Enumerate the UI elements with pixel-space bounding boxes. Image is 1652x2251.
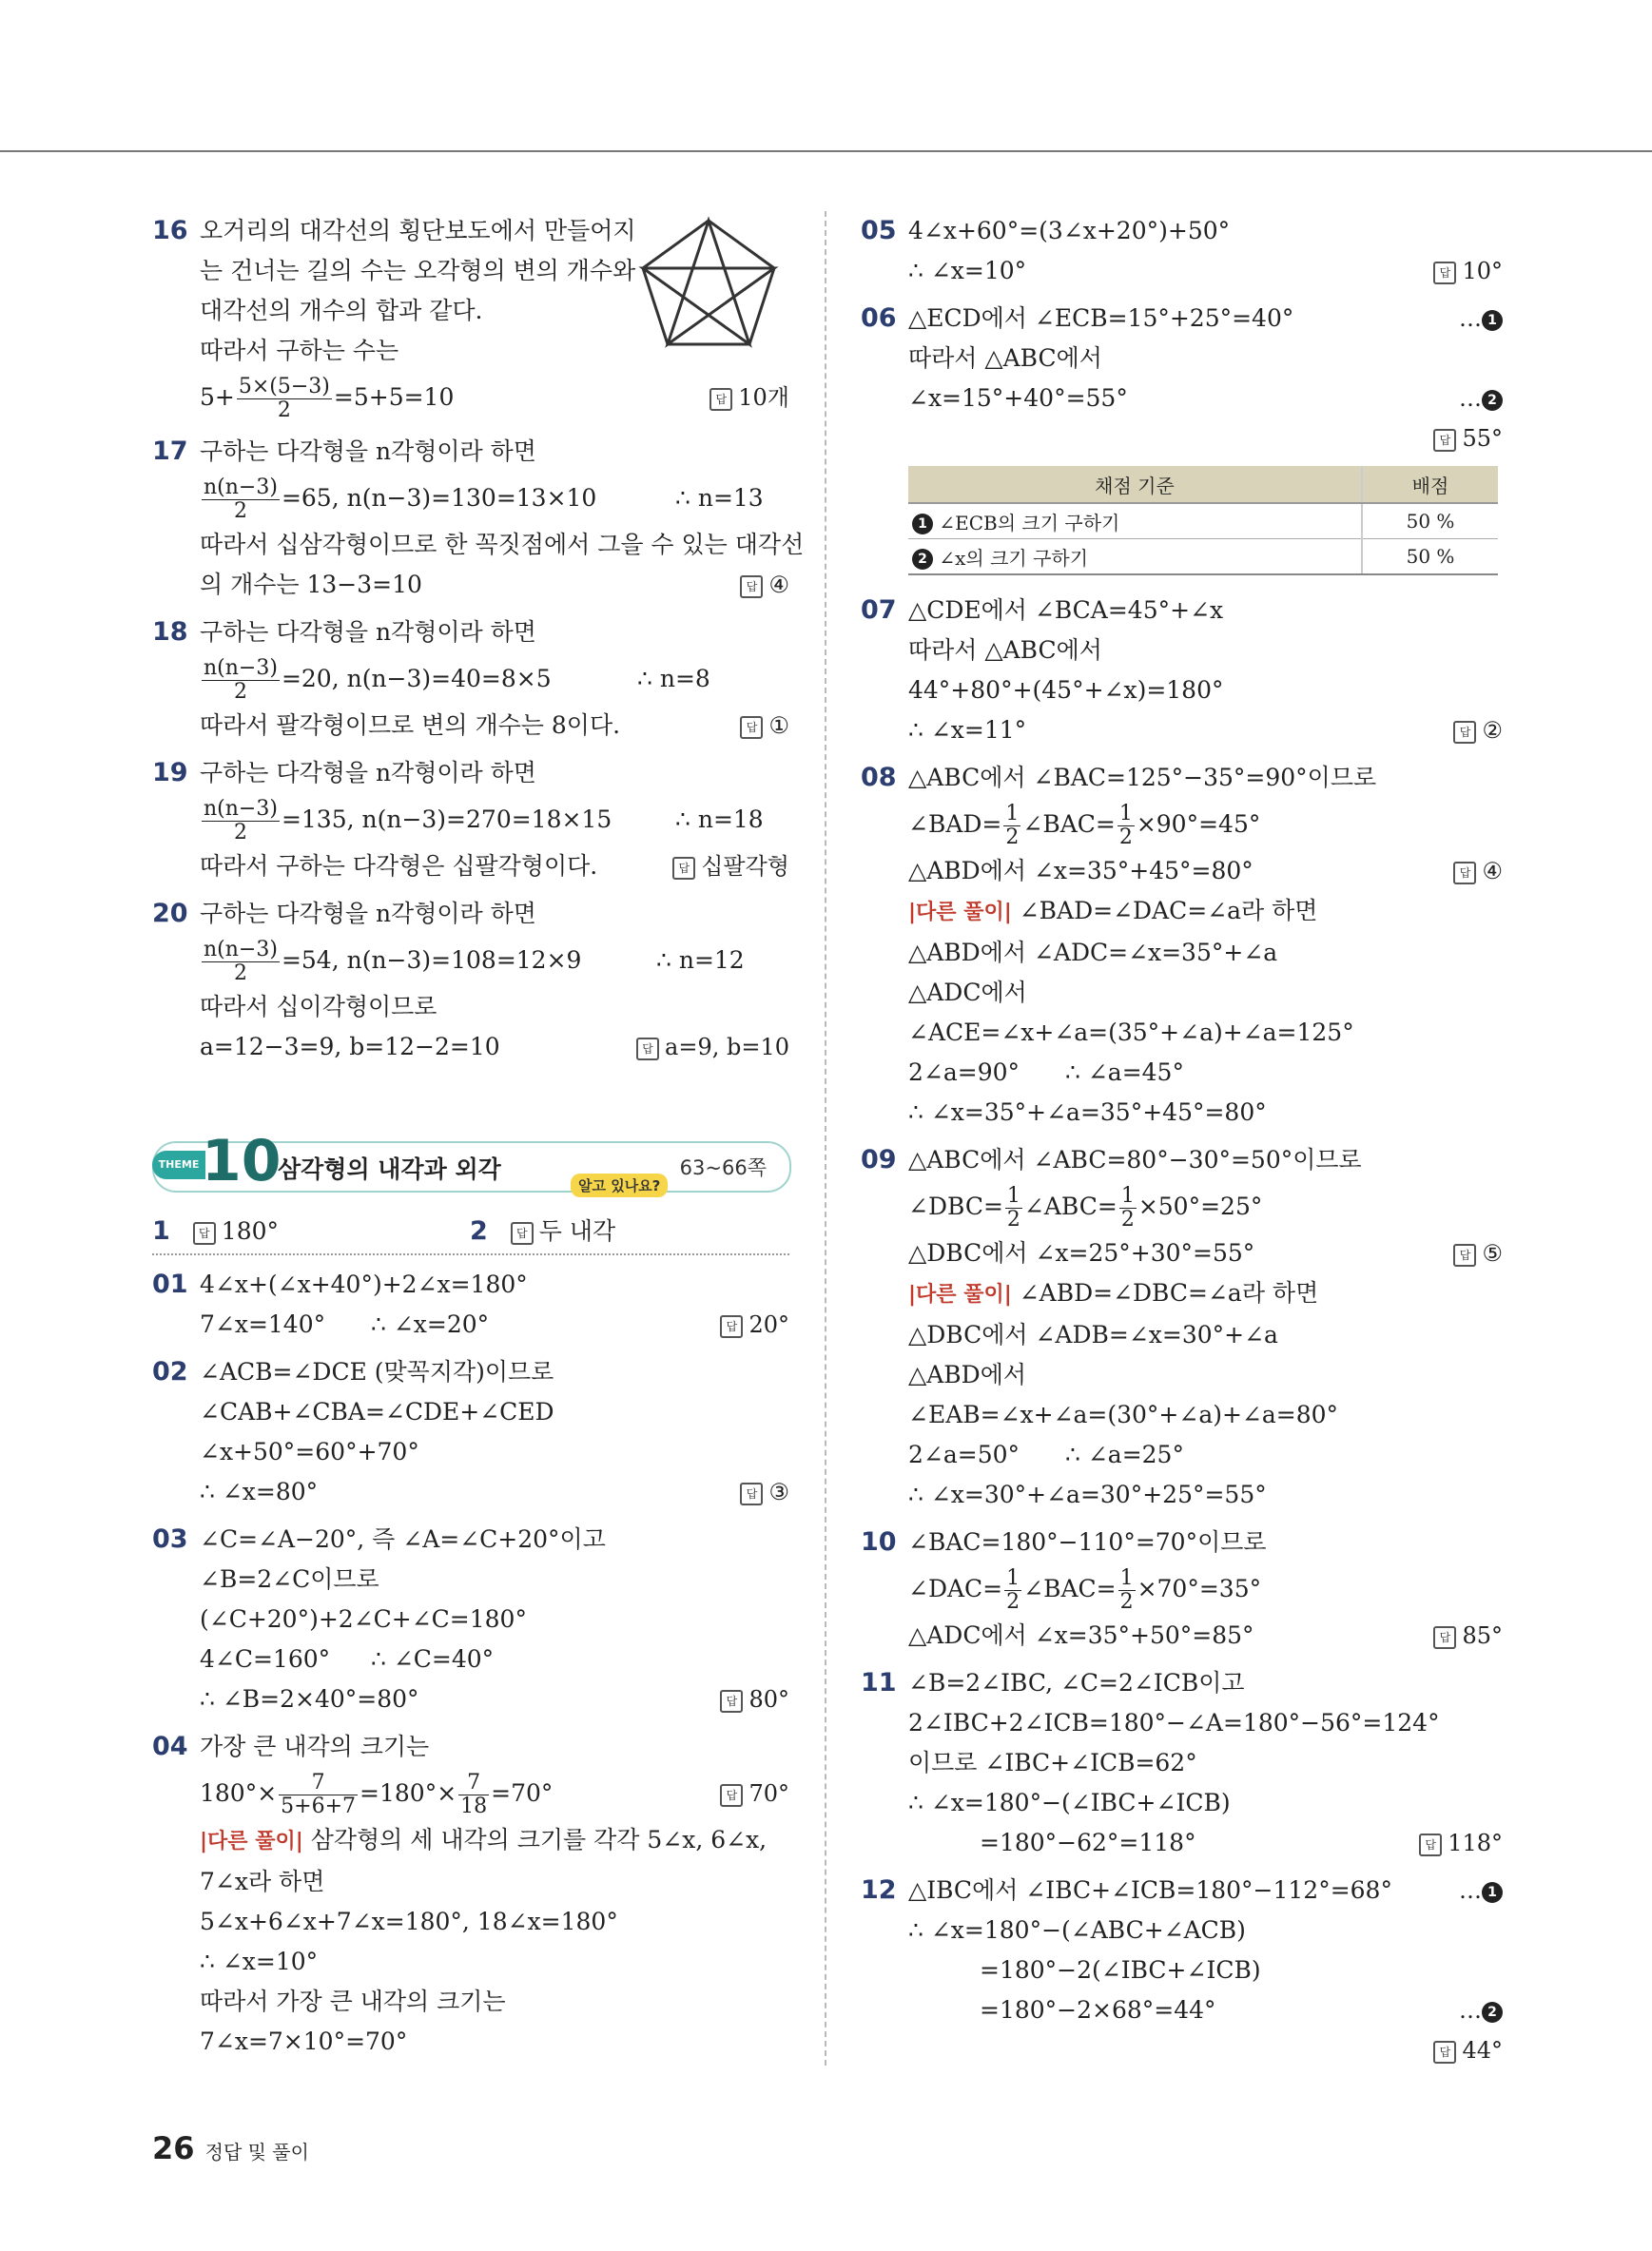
fraction [202, 476, 280, 523]
ellipsis: … [1459, 305, 1482, 332]
problem-08 [861, 758, 1503, 1133]
answer-text: 십팔각형 [701, 853, 789, 880]
numerator: 7 [279, 1772, 358, 1795]
problem-18 [152, 612, 789, 746]
fraction [1118, 803, 1135, 849]
problem-11 [861, 1663, 1503, 1863]
problem-number: 04 [152, 1732, 188, 1761]
text-line: 따라서 △ABC에서 [908, 344, 1102, 372]
conclusion-text: ∴ ∠C=40° [371, 1645, 495, 1673]
answer-icon: 답 [740, 575, 763, 598]
answer-text: 70° [748, 1780, 789, 1807]
answer [720, 1679, 789, 1719]
right-column [861, 211, 1503, 2078]
answer-icon: 답 [1433, 2041, 1456, 2064]
problem-07 [861, 591, 1503, 750]
text-line: 따라서 △ABC에서 [908, 636, 1102, 664]
formula-line [200, 472, 789, 525]
problem-number: 16 [152, 216, 188, 245]
text-line: ∴ ∠x=30°+∠a=30°+25°=55° [908, 1481, 1267, 1508]
text-line: ∠ACE=∠x+∠a=(35°+∠a)+∠a=125° [908, 1019, 1354, 1046]
formula-text: ∠BAC= [1022, 810, 1116, 838]
quick-answers [152, 1212, 789, 1255]
text-line: ∴ ∠x=35°+∠a=35°+45°=80° [908, 1098, 1267, 1126]
answer-icon: 답 [709, 388, 732, 411]
text-line: △ABD에서 ∠x=35°+45°=80° [908, 857, 1254, 884]
text-line: 구하는 다각형을 n각형이라 하면 [200, 618, 536, 646]
answer-icon: 답 [1433, 1626, 1456, 1649]
problem-number: 08 [861, 763, 897, 792]
text-line: 오거리의 대각선의 횡단보도에서 만들어지 [200, 217, 636, 244]
fraction [279, 1772, 358, 1818]
quick-answer-2 [470, 1212, 615, 1252]
formula-line [200, 371, 789, 424]
problem-09 [861, 1140, 1503, 1515]
text-line: △IBC에서 ∠IBC+∠ICB=180°−112°=68° [908, 1876, 1392, 1904]
numerator: 1 [1005, 802, 1020, 825]
answer-icon: 답 [1433, 429, 1456, 452]
answer-icon: 답 [1453, 721, 1476, 744]
text-line: ∴ ∠x=10° [200, 1948, 319, 1975]
text-line: ∴ ∠x=80° [200, 1478, 319, 1505]
formula-text: =20, n(n−3)=40=8×5 [281, 665, 552, 692]
text-line: 구하는 다각형을 n각형이라 하면 [200, 900, 536, 927]
formula-text: 180°× [200, 1779, 278, 1807]
answer-text: 10° [1462, 258, 1503, 284]
step-number-icon: 1 [912, 514, 933, 534]
answer [1433, 251, 1503, 291]
denominator: 2 [1120, 1208, 1135, 1232]
step-number-icon: 2 [1482, 2002, 1503, 2023]
problem-12 [861, 1871, 1503, 2070]
problem-19 [152, 753, 789, 886]
numerator: n(n−3) [204, 797, 278, 821]
text-line: 7∠x=7×10°=70° [200, 2028, 408, 2055]
problem-04 [152, 1727, 789, 2062]
answer-icon: 답 [740, 716, 763, 739]
problem-number: 20 [152, 899, 188, 928]
text-line: △DBC에서 ∠ADB=∠x=30°+∠a [908, 1321, 1278, 1349]
text-line: 이므로 ∠IBC+∠ICB=62° [908, 1749, 1197, 1776]
formula-text: ×50°=25° [1137, 1193, 1263, 1220]
answer [720, 1305, 789, 1345]
fraction [1003, 803, 1020, 849]
fraction [202, 939, 280, 985]
formula-line [908, 1180, 1503, 1233]
formula-line [200, 1767, 789, 1820]
answer [1433, 1616, 1503, 1656]
text-line: ∠ACB=∠DCE (맞꼭지각)이므로 [200, 1358, 554, 1386]
text-line: 4∠C=160° [200, 1645, 331, 1673]
text-line: 2∠a=50° [908, 1441, 1020, 1468]
denominator: 2 [233, 680, 247, 704]
answer [740, 1472, 789, 1512]
text-line: 는 건너는 길의 수는 오각형의 변의 개수와 [200, 257, 636, 284]
fraction [458, 1772, 489, 1818]
text-line: 따라서 구하는 수는 [200, 337, 399, 364]
formula-text: =5+5=10 [333, 383, 455, 411]
text-line: ∠EAB=∠x+∠a=(30°+∠a)+∠a=80° [908, 1401, 1339, 1428]
text-line: 의 개수는 13−3=10 [200, 571, 422, 598]
formula-text: =180°× [360, 1779, 457, 1807]
answer-text: 20° [748, 1311, 789, 1338]
text-line: 따라서 십이각형이므로 [200, 993, 437, 1020]
text-line: 따라서 가장 큰 내각의 크기는 [200, 1988, 506, 2015]
answer-text: ③ [768, 1479, 789, 1505]
numerator: 1 [1006, 1184, 1020, 1208]
fraction [237, 376, 332, 422]
problem-number: 03 [152, 1524, 188, 1554]
denominator: 18 [460, 1795, 488, 1818]
formula-text: ×70°=35° [1137, 1575, 1262, 1602]
formula-line [200, 652, 789, 706]
answer-icon: 답 [193, 1222, 216, 1245]
formula-line [200, 934, 789, 987]
text-line: ∠CAB+∠CBA=∠CDE+∠CED [200, 1398, 554, 1426]
theme-pages: 63~66쪽 [679, 1156, 767, 1179]
numerator: 1 [1006, 1566, 1020, 1590]
fraction [1004, 1567, 1021, 1614]
numerator: 1 [1119, 1566, 1134, 1590]
text-line: ∠B=2∠IBC, ∠C=2∠ICB이고 [908, 1669, 1245, 1697]
step-number-icon: 1 [1482, 310, 1503, 331]
page-footer [152, 2130, 309, 2166]
ellipsis: … [1459, 1877, 1482, 1904]
formula-line [200, 793, 789, 846]
text-line: ∠BAD=∠DAC=∠a라 하면 [1019, 897, 1318, 924]
criterion-text: ∠ECB의 크기 구하기 [939, 511, 1120, 534]
answer-text: 55° [1462, 425, 1503, 452]
step-number-icon: 1 [1482, 1882, 1503, 1903]
text-line: 4∠x+(∠x+40°)+2∠x=180° [200, 1271, 528, 1298]
text-line: 2∠IBC+2∠ICB=180°−∠A=180°−56°=124° [908, 1709, 1440, 1737]
problem-number: 17 [152, 437, 188, 466]
text-line: △ABC에서 ∠ABC=80°−30°=50°이므로 [908, 1146, 1362, 1174]
denominator: 2 [1006, 1590, 1020, 1614]
formula-text: ∠DBC= [908, 1193, 1003, 1220]
denominator: 2 [1005, 825, 1020, 849]
score-header: 배점 [1362, 466, 1498, 503]
formula-text: ∠DAC= [908, 1575, 1003, 1602]
answer-text: 44° [1462, 2037, 1503, 2064]
answer [1419, 1823, 1503, 1863]
fraction [202, 798, 280, 844]
problem-16 [152, 211, 789, 424]
theme-tag: THEME [152, 1151, 205, 1179]
problem-02 [152, 1352, 789, 1512]
score-cell: 50 % [1362, 503, 1498, 539]
answer-text: ⑤ [1482, 1240, 1503, 1267]
ellipsis: … [1459, 1997, 1482, 2024]
text-line: ∠x+50°=60°+70° [200, 1438, 419, 1465]
text-line: 44°+80°+(45°+∠x)=180° [908, 676, 1224, 704]
denominator: 2 [1118, 825, 1133, 849]
answer-text: ④ [1482, 858, 1503, 884]
conclusion-text: ∴ ∠a=45° [1065, 1058, 1184, 1086]
answer-text: ① [768, 712, 789, 739]
formula-text: =135, n(n−3)=270=18×15 [281, 805, 612, 833]
step-marker [1459, 299, 1503, 339]
conclusion-text: ∴ n=8 [637, 665, 710, 692]
text-line: △ABC에서 ∠BAC=125°−35°=90°이므로 [908, 764, 1377, 791]
problem-20 [152, 894, 789, 1067]
top-rule [0, 150, 1652, 152]
text-line: 5∠x+6∠x+7∠x=180°, 18∠x=180° [200, 1908, 618, 1935]
text-line: 7∠x=140° [200, 1310, 326, 1338]
quick-number: 1 [152, 1216, 170, 1246]
answer [1433, 418, 1503, 458]
numerator: 1 [1120, 1184, 1135, 1208]
text-line: ∠x=15°+40°=55° [908, 384, 1128, 412]
text-line: △ABD에서 ∠ADC=∠x=35°+∠a [908, 939, 1278, 966]
answer-text: a=9, b=10 [665, 1034, 789, 1060]
alt-solution-label: |다른 풀이| [908, 1283, 1012, 1307]
score-cell: 50 % [1362, 539, 1498, 575]
numerator: n(n−3) [204, 656, 278, 680]
problem-number: 01 [152, 1270, 188, 1299]
problem-05 [861, 211, 1503, 291]
problem-number: 02 [152, 1357, 188, 1387]
know-badge: 알고 있나요? [571, 1174, 668, 1197]
problem-number: 06 [861, 303, 897, 333]
formula-text: ∠BAC= [1023, 1575, 1117, 1602]
answer-text: 10개 [738, 384, 789, 411]
quick-answer-1 [152, 1212, 279, 1252]
problem-number: 18 [152, 617, 188, 647]
text-line: 2∠a=90° [908, 1058, 1020, 1086]
answer-text: 80° [748, 1686, 789, 1713]
formula-text: ×90°=45° [1136, 810, 1261, 838]
denominator: 5+6+7 [281, 1795, 357, 1818]
quick-number: 2 [470, 1216, 488, 1246]
formula-text: =65, n(n−3)=130=13×10 [281, 484, 597, 512]
problem-number: 19 [152, 758, 188, 787]
text-line: 가장 큰 내각의 크기는 [200, 1733, 430, 1760]
numerator: 7 [458, 1772, 489, 1795]
text-line: =180°−62°=118° [980, 1829, 1196, 1856]
alt-solution-label: |다른 풀이| [200, 1830, 303, 1853]
text-line: ∴ ∠B=2×40°=80° [200, 1685, 419, 1713]
fraction [1005, 1185, 1022, 1232]
answer-icon: 답 [1453, 1244, 1476, 1267]
formula-text: =70° [491, 1779, 554, 1807]
text-line: 4∠x+60°=(3∠x+20°)+50° [908, 217, 1231, 244]
text-line: ∠B=2∠C이므로 [200, 1565, 379, 1593]
conclusion-text: ∴ n=12 [656, 946, 745, 974]
step-marker [1459, 1990, 1503, 2030]
answer-icon: 답 [672, 857, 695, 880]
denominator: 2 [233, 961, 247, 985]
answer [740, 706, 789, 746]
fraction [1118, 1567, 1136, 1614]
grading-table [908, 466, 1498, 575]
answer-text: 두 내각 [538, 1217, 616, 1245]
criterion-text: ∠x의 크기 구하기 [939, 546, 1089, 570]
text-line: ∠C=∠A−20°, 즉 ∠A=∠C+20°이고 [200, 1525, 606, 1553]
problem-06 [861, 299, 1503, 575]
answer [1453, 851, 1503, 891]
text-line: △ECD에서 ∠ECB=15°+25°=40° [908, 304, 1294, 332]
text-line: a=12−3=9, b=12−2=10 [200, 1033, 500, 1060]
left-column [152, 211, 805, 2069]
answer-text: ④ [768, 572, 789, 598]
numerator: n(n−3) [204, 475, 278, 499]
answer [740, 565, 789, 605]
answer [1453, 710, 1503, 750]
answer [709, 371, 789, 424]
problem-10 [861, 1523, 1503, 1656]
answer-icon: 답 [1419, 1834, 1442, 1856]
text-line: 삼각형의 세 내각의 크기를 각각 5∠x, 6∠x, [310, 1826, 768, 1853]
text-line: △ABD에서 [908, 1361, 1026, 1388]
problem-01 [152, 1265, 789, 1345]
page-number: 26 [152, 2130, 195, 2166]
conclusion-text: ∴ ∠a=25° [1065, 1441, 1184, 1468]
denominator: 2 [277, 398, 291, 422]
answer-icon: 답 [720, 1315, 743, 1338]
text-line: (∠C+20°)+2∠C+∠C=180° [200, 1605, 527, 1633]
answer [636, 1027, 789, 1067]
denominator: 2 [233, 499, 247, 523]
criterion-cell [908, 503, 1362, 539]
answer [720, 1767, 789, 1820]
alt-solution-label: |다른 풀이| [908, 901, 1012, 924]
problem-03 [152, 1520, 789, 1719]
text-line: 따라서 구하는 다각형은 십팔각형이다. [200, 852, 598, 880]
problem-17 [152, 432, 805, 605]
table-row [908, 539, 1498, 575]
step-marker [1459, 378, 1503, 418]
answer-text: ② [1482, 717, 1503, 744]
fraction [202, 657, 280, 704]
denominator: 2 [1006, 1208, 1020, 1232]
answer-icon: 답 [720, 1784, 743, 1807]
text-line: ∴ ∠x=10° [908, 257, 1027, 284]
text-line: 따라서 십삼각형이므로 한 꼭짓점에서 그을 수 있는 대각선 [200, 531, 805, 558]
answer [1453, 1233, 1503, 1273]
formula-line [908, 798, 1503, 851]
text-line: ∠BAC=180°−110°=70°이므로 [908, 1528, 1267, 1556]
text-line: △ADC에서 ∠x=35°+50°=85° [908, 1621, 1254, 1649]
text-line: 대각선의 개수의 합과 같다. [200, 297, 483, 324]
formula-text: 5+ [200, 383, 235, 411]
answer-text: 85° [1462, 1622, 1503, 1649]
text-line: 7∠x라 하면 [200, 1868, 325, 1895]
fraction [1119, 1185, 1137, 1232]
text-line: △DBC에서 ∠x=25°+30°=55° [908, 1239, 1255, 1267]
text-line: △ADC에서 [908, 979, 1027, 1006]
answer-text: 118° [1448, 1830, 1503, 1856]
text-line: 구하는 다각형을 n각형이라 하면 [200, 759, 536, 786]
answer-text: 180° [221, 1217, 280, 1245]
answer [1433, 2030, 1503, 2070]
answer-icon: 답 [511, 1222, 534, 1245]
problem-number: 11 [861, 1668, 897, 1698]
text-line: 구하는 다각형을 n각형이라 하면 [200, 437, 536, 465]
footer-label: 정답 및 풀이 [204, 2141, 309, 2164]
problem-number: 07 [861, 595, 897, 625]
step-number-icon: 2 [912, 549, 933, 570]
denominator: 2 [233, 821, 247, 844]
theme-banner [152, 1128, 789, 1194]
text-line: ∴ ∠x=180°−(∠IBC+∠ICB) [908, 1789, 1231, 1816]
formula-text: ∠BAD= [908, 810, 1002, 838]
answer-icon: 답 [720, 1690, 743, 1713]
text-line: ∠ABD=∠DBC=∠a라 하면 [1019, 1279, 1319, 1307]
step-number-icon: 2 [1482, 390, 1503, 411]
ellipsis: … [1459, 385, 1482, 412]
step-marker [1459, 1871, 1503, 1911]
problem-number: 05 [861, 216, 897, 245]
answer-icon: 답 [1433, 262, 1456, 284]
problem-number: 10 [861, 1527, 897, 1557]
numerator: 1 [1118, 802, 1133, 825]
text-line: ∴ ∠x=11° [908, 716, 1027, 744]
text-line: =180°−2(∠IBC+∠ICB) [980, 1956, 1261, 1984]
criterion-cell [908, 539, 1362, 575]
conclusion-text: ∴ n=18 [675, 805, 764, 833]
theme-title: 삼각형의 내각과 외각 [278, 1155, 501, 1183]
text-line: 따라서 팔각형이므로 변의 개수는 8이다. [200, 711, 621, 739]
answer-icon: 답 [1453, 862, 1476, 884]
formula-line [908, 1562, 1503, 1616]
conclusion-text: ∴ n=13 [675, 484, 764, 512]
grading-header: 채점 기준 [908, 466, 1362, 503]
formula-text: ∠ABC= [1023, 1193, 1118, 1220]
answer-icon: 답 [636, 1038, 659, 1060]
answer-icon: 답 [740, 1483, 763, 1505]
conclusion-text: ∴ ∠x=20° [371, 1310, 490, 1338]
text-line: △CDE에서 ∠BCA=45°+∠x [908, 596, 1224, 624]
numerator: n(n−3) [204, 938, 278, 961]
formula-text: =54, n(n−3)=108=12×9 [281, 946, 582, 974]
answer [672, 846, 789, 886]
numerator: 5×(5−3) [238, 375, 330, 398]
denominator: 2 [1119, 1590, 1134, 1614]
column-divider [825, 211, 826, 2066]
text-line: =180°−2×68°=44° [980, 1996, 1216, 2024]
text-line: ∴ ∠x=180°−(∠ABC+∠ACB) [908, 1916, 1246, 1944]
problem-number: 09 [861, 1145, 897, 1174]
theme-number: 10 [202, 1128, 282, 1194]
table-row [908, 503, 1498, 539]
problem-number: 12 [861, 1875, 897, 1905]
